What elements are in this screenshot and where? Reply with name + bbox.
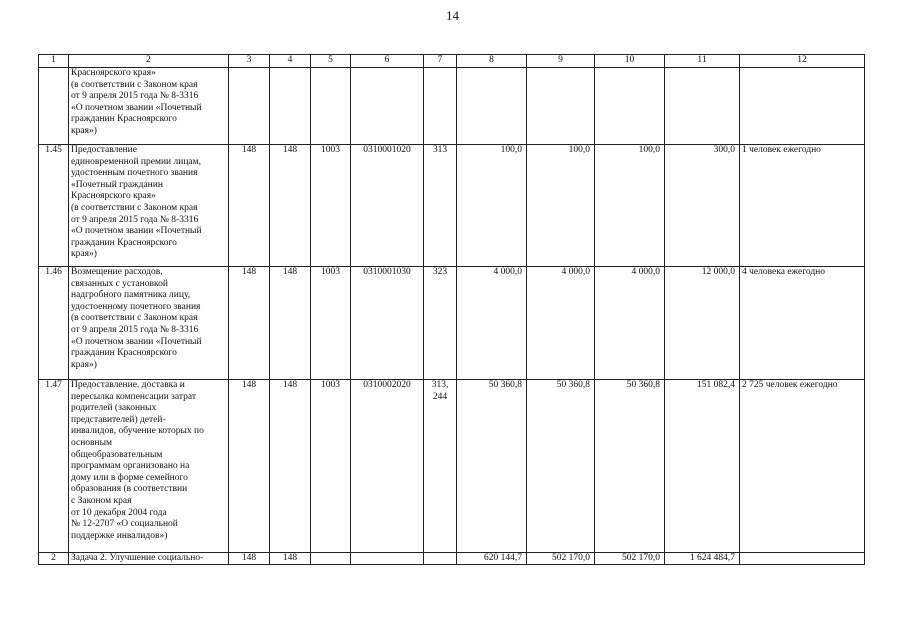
cell-col5: 1003 — [311, 267, 351, 380]
cell-col10 — [595, 68, 665, 145]
cell-col6: 0310001030 — [351, 267, 424, 380]
column-header: 12 — [740, 55, 865, 68]
cell-col10: 100,0 — [595, 145, 665, 267]
column-header: 6 — [351, 55, 424, 68]
cell-col5: 1003 — [311, 380, 351, 553]
row-number: 1.45 — [39, 145, 69, 267]
cell-col3: 148 — [229, 553, 270, 565]
cell-col9: 100,0 — [527, 145, 595, 267]
row-description: Красноярского края» (в соответствии с Законом края от 9 апреля 2015 года № 8-3316 «О почетном звании «Почетный гражданин Красноярского края») — [69, 68, 229, 145]
cell-col9 — [527, 68, 595, 145]
cell-col11 — [665, 68, 740, 145]
cell-col3: 148 — [229, 267, 270, 380]
table-row — [39, 145, 865, 267]
row-number: 1.47 — [39, 380, 69, 553]
cell-col7 — [424, 68, 457, 145]
cell-col8: 4 000,0 — [457, 267, 527, 380]
cell-col10: 502 170,0 — [595, 553, 665, 565]
cell-col12: 1 человек ежегодно — [740, 145, 865, 267]
cell-col3: 148 — [229, 145, 270, 267]
table-row — [39, 380, 865, 553]
table-header-row — [39, 55, 865, 68]
cell-col6 — [351, 553, 424, 565]
column-header: 1 — [39, 55, 69, 68]
cell-col6: 0310002020 — [351, 380, 424, 553]
cell-col7 — [424, 553, 457, 565]
row-description: Задача 2. Улучшение социально- — [69, 553, 229, 565]
cell-col12: 2 725 человек ежегодно — [740, 380, 865, 553]
column-header: 9 — [527, 55, 595, 68]
cell-col10: 4 000,0 — [595, 267, 665, 380]
row-description: Предоставление, доставка и пересылка компенсации затрат родителей (законных представителей) детей- инвалидов, обучение которых по основным общеобразовательным программам организовано на дому или в форме семейного образования (в соответствии с Законом края от 10 декабря 2004 года № 12-2707 «О социальной поддержке инвалидов») — [69, 380, 229, 553]
cell-col10: 50 360,8 — [595, 380, 665, 553]
row-number: 2 — [39, 553, 69, 565]
cell-col11: 1 624 484,7 — [665, 553, 740, 565]
cell-col9: 502 170,0 — [527, 553, 595, 565]
cell-col5: 1003 — [311, 145, 351, 267]
cell-col9: 4 000,0 — [527, 267, 595, 380]
cell-col8: 100,0 — [457, 145, 527, 267]
cell-col11: 300,0 — [665, 145, 740, 267]
cell-col4: 148 — [270, 267, 311, 380]
table-row — [39, 68, 865, 145]
cell-col6: 0310001020 — [351, 145, 424, 267]
cell-col11: 12 000,0 — [665, 267, 740, 380]
cell-col5 — [311, 553, 351, 565]
cell-col3 — [229, 68, 270, 145]
row-description: Предоставление единовременной премии лицам, удостоенным почетного звания «Почетный гражданин Красноярского края» (в соответствии с Законом края от 9 апреля 2015 года № 8-3316 «О почетном звании «Почетный гражданин Красноярского края») — [69, 145, 229, 267]
cell-col5 — [311, 68, 351, 145]
cell-col6 — [351, 68, 424, 145]
cell-col3: 148 — [229, 380, 270, 553]
column-header: 7 — [424, 55, 457, 68]
column-header: 3 — [229, 55, 270, 68]
column-header: 2 — [69, 55, 229, 68]
cell-col7: 313 — [424, 145, 457, 267]
row-number: 1.46 — [39, 267, 69, 380]
page-number: 14 — [446, 8, 459, 23]
table-row — [39, 553, 865, 565]
cell-col7: 323 — [424, 267, 457, 380]
row-description: Возмещение расходов, связанных с установкой надгробного памятника лицу, удостоенному почетного звания (в соответствии с Законом края от 9 апреля 2015 года № 8-3316 «О почетном звании «Почетный гражданин Красноярского края») — [69, 267, 229, 380]
column-header: 4 — [270, 55, 311, 68]
table-row — [39, 267, 865, 380]
column-header: 8 — [457, 55, 527, 68]
cell-col8 — [457, 68, 527, 145]
cell-col4: 148 — [270, 380, 311, 553]
cell-col4 — [270, 68, 311, 145]
budget-table — [38, 54, 865, 565]
cell-col8: 620 144,7 — [457, 553, 527, 565]
cell-col9: 50 360,8 — [527, 380, 595, 553]
row-number — [39, 68, 69, 145]
cell-col12: 4 человека ежегодно — [740, 267, 865, 380]
cell-col12 — [740, 553, 865, 565]
column-header: 11 — [665, 55, 740, 68]
cell-col12 — [740, 68, 865, 145]
cell-col4: 148 — [270, 553, 311, 565]
cell-col11: 151 082,4 — [665, 380, 740, 553]
cell-col4: 148 — [270, 145, 311, 267]
cell-col8: 50 360,8 — [457, 380, 527, 553]
column-header: 10 — [595, 55, 665, 68]
cell-col7: 313, 244 — [424, 380, 457, 553]
column-header: 5 — [311, 55, 351, 68]
